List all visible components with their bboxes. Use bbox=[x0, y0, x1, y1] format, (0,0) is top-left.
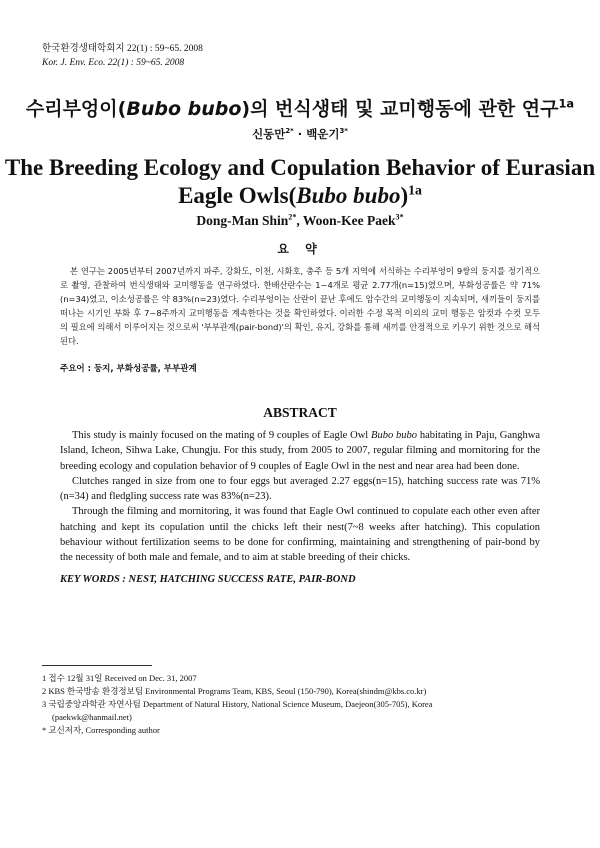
species-name-en: Bubo bubo bbox=[296, 183, 401, 208]
footnotes bbox=[42, 672, 552, 737]
korean-title: 수리부엉이(Bubo bubo)의 번식생태 및 교미행동에 관한 연구$^{1a}$ bbox=[25, 96, 575, 120]
abstract-paragraph-3: Through the filming and mornitoring, it was found that Eagle Owl continued to copulate each other even after hatching and kept its copulation until the chicks left their nest(7~8 weeks after hatching). This copulation behaviour without fertilization seems to be done for confirming, maintaining and strengthening of pair-bond by the necessity of both male and female, and to aim at stable breeding of their chicks. bbox=[60, 506, 540, 564]
english-authors: Dong-Man Shin$^{2*}$, Woon-Kee Paek$^{3*}$ bbox=[196, 212, 404, 228]
english-abstract bbox=[60, 428, 540, 566]
english-keywords: KEY WORDS : NEST, HATCHING SUCCESS RATE, PAIR-BOND bbox=[60, 574, 356, 585]
abstract-paragraph-1: This study is mainly focused on the mating of 9 couples of Eagle Owl Bubo bubo habitating in Paju, Ganghwa Island, Icheon, Sihwa Lake, Chungju. For this study, from 2005 to 2007, regular filming and mornitoring for the breeding ecology and copulation behavior of 9 couples of Eagle Owl in the nest and near area had been done. bbox=[60, 430, 540, 472]
korean-keywords: 주요어 : 둥지, 부화성공률, 부부관계 bbox=[60, 364, 197, 374]
english-title: The Breeding Ecology and Copulation Behavior of Eurasian Eagle Owls(Bubo bubo)$^{1a}$ bbox=[4, 155, 596, 208]
abstract-heading: ABSTRACT bbox=[263, 405, 337, 420]
korean-authors: 신동만$^{2*}$ · 백운기$^{3*}$ bbox=[252, 127, 348, 141]
footnote-author-2-email: (paekwk@hanmail.net) bbox=[52, 712, 132, 722]
korean-abstract: 본 연구는 2005년부터 2007년까지 파주, 강화도, 이천, 시화호, 충주 등 5개 지역에 서식하는 수리부엉이 9쌍의 둥지를 정기적으로 촬영, 관찰하여 번식생태와 교미행동을 연구하였다. 한배산란수는 1~4개로 평균 2.77개(n=15)였으며, 부화성공률은 약 71%(n=34)였고, 이소성공률은 약 83%(n=23)였다. 수리부엉이는 산란이 끝난 후에도 암수간의 교미행동이 지속되며, 새끼들이 둥지를 떠나는 시기인 부화 후 7~8주까지 교미행동을 계속한다는 것을 확인하였다. 이러한 수정 목적 이외의 교미 행동은 암컷과 수컷 모두의 필요에 의해서 이루어지는 것으로써 '부부관계(pair-bond)'의 확인, 유지, 강화를 통해 새끼를 안정적으로 키우기 위한 것으로 해석된다. bbox=[60, 266, 540, 346]
footnote-author-2: 3 국립중앙과학관 자연사팀 Department of Natural History, National Science Museum, Daejeon(305-705), Korea bbox=[42, 699, 433, 709]
title-footnote-mark: 1a bbox=[558, 96, 575, 111]
footnote-author-1: 2 KBS 한국방송 환경정보팀 Environmental Programs Team, KBS, Seoul (150-790), Korea(shindm@kbs.co.kr) bbox=[42, 686, 427, 696]
footnote-received: 1 접수 12월 31일 Received on Dec. 31, 2007 bbox=[42, 673, 197, 683]
footnote-corresponding: * 교신저자, Corresponding author bbox=[42, 725, 160, 735]
footnote-divider bbox=[42, 665, 152, 666]
journal-citation-en: Kor. J. Env. Eco. 22(1) : 59~65. 2008 bbox=[42, 58, 185, 68]
journal-header bbox=[42, 42, 203, 70]
korean-abstract-heading: 요 약 bbox=[277, 242, 323, 256]
abstract-paragraph-2: Clutches ranged in size from one to four eggs but averaged 2.27 eggs(n=15), hatching success rate was 71%(n=34) and fledgling success rate was 83%(n=23). bbox=[60, 475, 540, 503]
journal-citation-ko: 한국환경생태학회지 22(1) : 59~65. 2008 bbox=[42, 44, 203, 54]
species-name: Bubo bubo bbox=[126, 98, 242, 120]
